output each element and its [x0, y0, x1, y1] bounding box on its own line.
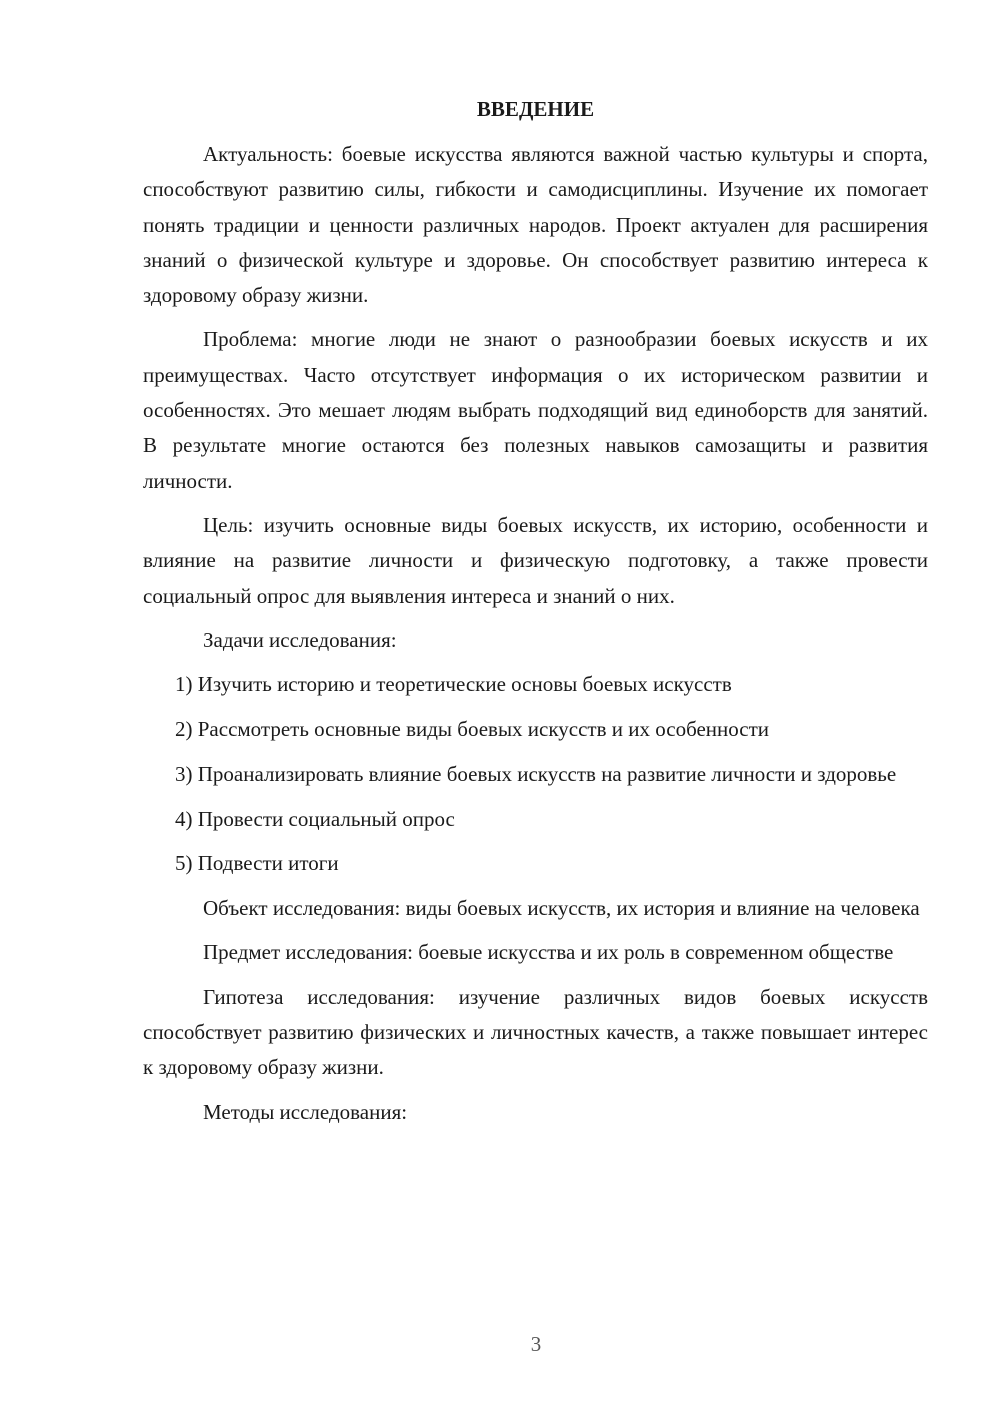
hypothesis-paragraph: Гипотеза исследования: изучение различных видов боевых искусств способствует развитию физических и личностных качеств, а также повышает интерес к здоровому образу жизни.	[143, 984, 928, 1080]
task-item: 5) Подвести итоги	[175, 851, 339, 876]
task-item: 1) Изучить историю и теоретические основы боевых искусств	[175, 672, 732, 697]
problem-paragraph: Проблема: многие люди не знают о разнообразии боевых искусств и их преимуществах. Часто отсутствует информация о их историческом развитии и особенностях. Это мешает людям выбрать подходящий вид единоборств для занятий. В результате многие остаются без полезных навыков самозащиты и развития личности.	[143, 327, 928, 493]
document-page	[143, 92, 928, 1139]
methods-title: Методы исследования:	[203, 1099, 408, 1124]
page-number: 3	[530, 1332, 542, 1356]
subject-paragraph: Предмет исследования: боевые искусства и их роль в современном обществе	[203, 940, 894, 965]
task-item: 4) Провести социальный опрос	[175, 806, 455, 831]
tasks-title: Задачи исследования:	[203, 627, 397, 652]
relevance-paragraph: Актуальность: боевые искусства являются важной частью культуры и спорта, способствуют развитию силы, гибкости и самодисциплины. Изучение их помогает понять традиции и ценности различных народов. Проект актуален для расширения знаний о физической культуре и здоровье. Он способствует развитию интереса к здоровому образу жизни.	[143, 142, 928, 308]
object-paragraph: Объект исследования: виды боевых искусств, их история и влияние на человека	[203, 896, 920, 921]
page-title: ВВЕДЕНИЕ	[476, 97, 595, 121]
tasks-list	[143, 667, 928, 881]
task-item: 2) Рассмотреть основные виды боевых искусств и их особенности	[175, 716, 770, 741]
task-item: 3) Проанализировать влияние боевых искусств на развитие личности и здоровье	[175, 761, 897, 786]
goal-paragraph: Цель: изучить основные виды боевых искусств, их историю, особенности и влияние на развитие личности и физическую подготовку, а также провести социальный опрос для выявления интереса и знаний о них.	[143, 512, 928, 608]
